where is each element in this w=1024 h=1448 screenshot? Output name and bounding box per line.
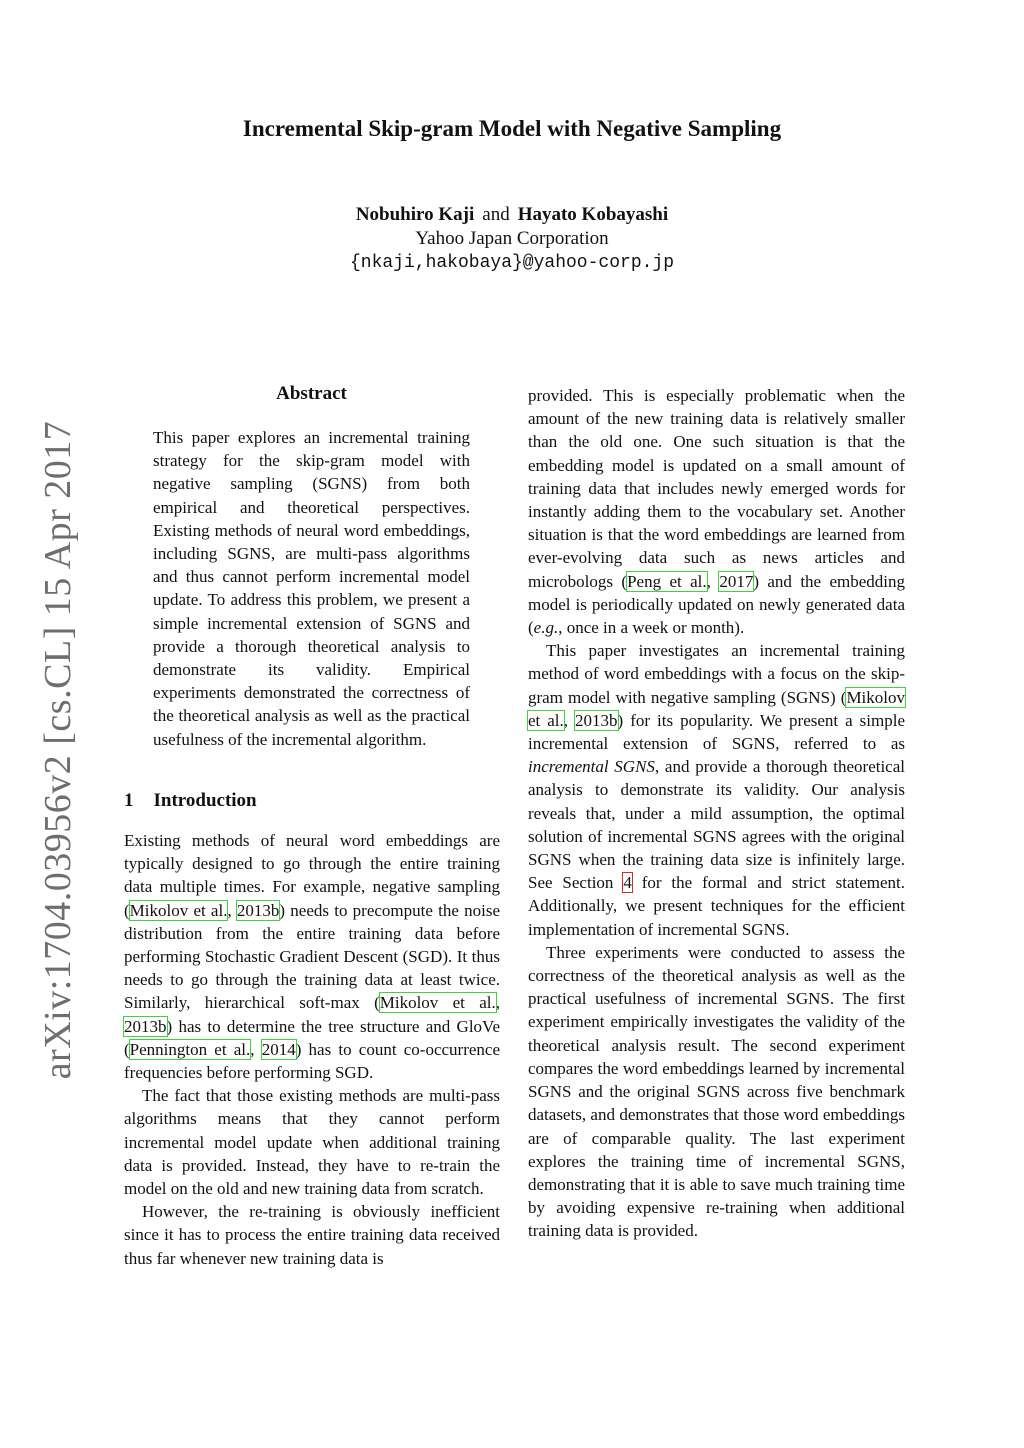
intro-paragraph-1: Existing methods of neural word embeddings are typically designed to go through the entire training data multiple times. For example, negative sampling (Mikolov et al., 2013b) needs to precompute the noise distribution from the entire training data before performing Stochastic Gradient Descent (SGD). It thus needs to go through the training data at least twice. Similarly, hierarchical soft-max (Mikolov et al., 2013b) has to determine the tree structure and GloVe (Pennington et al., 2014) has to count co-occurrence frequencies before performing SGD. <box>124 831 501 1083</box>
paragraph-text: , and provide a thorough theoretical analysis to demonstrate its validity. Our analysis reveals that, under a mild assumption, the optimal solution of incremental SGNS agrees with the original SGNS when the training data size is infinitely large. See Section <box>528 757 905 893</box>
paragraph-text: This paper investigates an incremental training method of word embeddings with a focus on the skip-gram model with negative sampling (SGNS) ( <box>528 641 905 707</box>
section-number: 1 <box>124 790 134 811</box>
section-heading-introduction <box>124 790 257 812</box>
citation-year-link[interactable]: 2013b <box>236 900 280 920</box>
emphasis-text: incremental SGNS <box>528 757 655 777</box>
citation-year-link[interactable]: 2013b <box>124 1016 167 1036</box>
author-name-2: Hayato Kobayashi <box>517 204 669 225</box>
citation-link[interactable]: Mikolov et al. <box>528 687 905 730</box>
paragraph-text: , once in a week or month). <box>558 618 745 638</box>
paragraph-text: ) has to determine the tree structure and GloVe ( <box>124 1016 500 1059</box>
paragraph-text: ) for its popularity. We present a simple incremental extension of SGNS, referred to as <box>528 710 905 754</box>
citation-link[interactable]: Mikolov et al. <box>379 993 496 1013</box>
author-name-1: Nobuhiro Kaji <box>355 204 475 225</box>
right-paragraph-3: Three experiments were conducted to assess the correctness of the theoretical analysis as well as the practical usefulness of incremental SGNS. The first experiment empirically investigates the validity of the theoretical analysis result. The second experiment compares the word embeddings learned by incremental SGNS and the original SGNS across five benchmark datasets, and demonstrates that those word embeddings are of comparable quality. The last experiment explores the training time of incremental SGNS, demonstrating that it is able to save much training time by avoiding expensive re-training when additional training data is provided. <box>528 942 905 1241</box>
paragraph-text: Existing methods of neural word embeddings are typically designed to go through the entire training data multiple times. For example, negative sampling ( <box>124 831 500 920</box>
arxiv-identifier-stamp: arXiv:1704.03956v2 [cs.CL] 15 Apr 2017 <box>37 420 79 1080</box>
affiliation: Yahoo Japan Corporation <box>415 228 609 249</box>
emphasis-text: e.g. <box>533 618 559 638</box>
author-conjunction: and <box>482 204 510 225</box>
right-paragraph-2: This paper investigates an incremental training method of word embeddings with a focus on the skip-gram model with negative sampling (SGNS) (Mikolov et al., 2013b) for its popularity. We present a simple incremental extension of SGNS, referred to as incremental SGNS, and provide a thorough theoretical analysis to demonstrate its validity. Our analysis reveals that, under a mild assumption, the optimal solution of incremental SGNS agrees with the original SGNS when the training data size is infinitely large. See Section 4 for the formal and strict statement. Additionally, we present techniques for the efficient implementation of incremental SGNS. <box>528 641 905 939</box>
paragraph-text: ) and the embedding model is periodically updated on newly generated data ( <box>528 571 906 638</box>
paragraph-text: ) has to count co-occurrence frequencies before performing SGD. <box>124 1039 501 1083</box>
right-paragraph-1: provided. This is especially problematic when the amount of the new training data is relatively smaller than the old one. One such situation is that the embedding model is updated on a small amount of training data that includes newly emerged words for instantly adding them to the vocabulary set. Another situation is that the word embeddings are learned from ever-evolving data such as news articles and microbologs (Peng et al., 2017) and the embedding model is periodically updated on newly generated data (e.g., once in a week or month). <box>528 386 906 638</box>
section-title: Introduction <box>153 790 257 811</box>
citation-year-link[interactable]: 2014 <box>261 1039 296 1059</box>
paragraph-text: ) needs to precompute the noise distribution from the entire training data before performing Stochastic Gradient Descent (SGD). It thus needs to go through the training data at least twice. Similarly, hierarchical soft-max ( <box>124 900 500 1013</box>
paragraph-text: for the formal and strict statement. Additionally, we present techniques for the efficient implementation of incremental SGNS. <box>528 873 905 939</box>
paragraph-text: provided. This is especially problematic when the amount of the new training data is relatively smaller than the old one. One such situation is that the embedding model is updated on a small amount of training data that includes newly emerged words for instantly adding them to the vocabulary set. Another situation is that the word embeddings are learned from ever-evolving data such as news articles and microbologs ( <box>528 386 905 591</box>
section-reference-link[interactable]: 4 <box>623 873 632 893</box>
abstract-heading: Abstract <box>276 383 347 404</box>
citation-year-link[interactable]: 2013b <box>575 710 618 730</box>
intro-paragraph-3: However, the re-training is obviously inefficient since it has to process the entire training data received thus far whenever new training data is <box>124 1202 500 1268</box>
citation-link[interactable]: Mikolov et al. <box>129 900 228 920</box>
author-block <box>0 203 1024 275</box>
paper-title: Incremental Skip-gram Model with Negative Sampling <box>242 116 782 141</box>
citation-link[interactable]: Peng et al. <box>627 571 707 591</box>
abstract-text: This paper explores an incremental training strategy for the skip-gram model with negative sampling (SGNS) from both empirical and theoretical perspectives. Existing methods of neural word embeddings, including SGNS, are multi-pass algorithms and thus cannot perform incremental model update. To address this problem, we present a simple incremental extension of SGNS and provide a thorough theoretical analysis to demonstrate its validity. Empirical experiments demonstrated the correctness of the theoretical analysis as well as the practical usefulness of the incremental algorithm. <box>153 428 470 749</box>
author-email: {nkaji,hakobaya}@yahoo-corp.jp <box>349 253 675 273</box>
left-column-body <box>124 829 500 1270</box>
citation-link[interactable]: Pennington et al. <box>129 1039 251 1059</box>
citation-year-link[interactable]: 2017 <box>719 571 754 591</box>
abstract-body <box>153 426 470 751</box>
intro-paragraph-2: The fact that those existing methods are multi-pass algorithms means that they cannot perform incremental model update when additional training data is provided. Instead, they have to re-train the model on the old and new training data from scratch. <box>124 1086 500 1199</box>
right-column-body <box>528 384 905 1243</box>
